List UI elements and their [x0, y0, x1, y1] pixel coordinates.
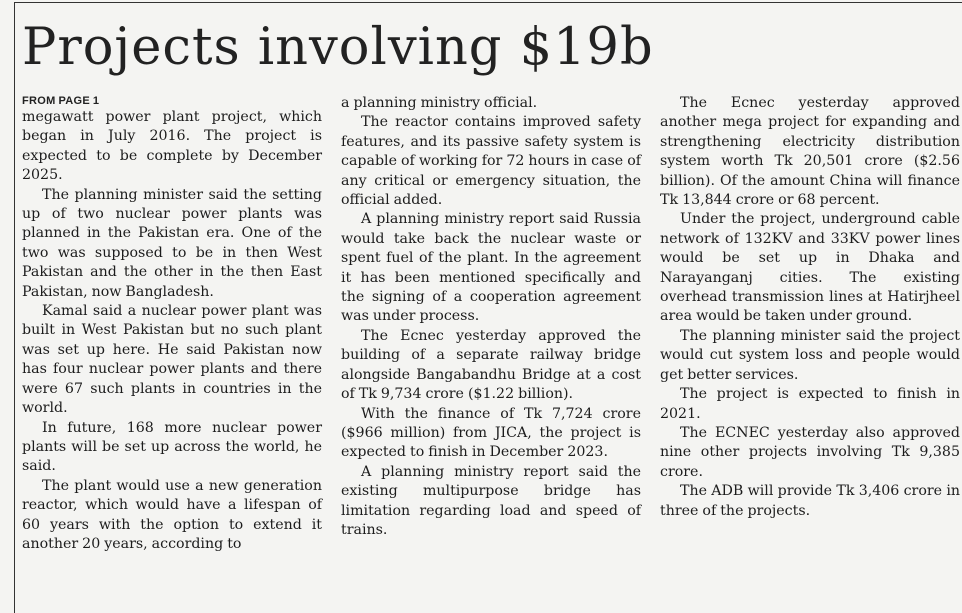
paragraph: Under the project, underground cable network of 132KV and 33KV power lines would be set up in Dhaka and Narayanganj cities. The existing overhead transmission lines at Hatirjheel area would be taken under ground.: [660, 211, 960, 325]
column-2: [341, 94, 641, 554]
column-3: [660, 94, 960, 554]
paragraph: The planning minister said the project would cut system loss and people would get better services.: [660, 327, 960, 383]
paragraph: A planning ministry report said Russia would take back the nuclear waste or spent fuel of the plant. In the agreement it has been mentioned specifically and the signing of a cooperation agreement was under process.: [341, 211, 641, 325]
column-1: [22, 94, 322, 554]
paragraph: In future, 168 more nuclear power plants will be set up across the world, he said.: [22, 419, 322, 475]
paragraph: The Ecnec yesterday approved another mega project for expanding and strengthening electricity distribution system worth Tk 20,501 crore ($2.56 billion). Of the amount China will finance Tk 13,844 crore or 68 percent.: [660, 95, 960, 209]
paragraph: The ECNEC yesterday also approved nine other projects involving Tk 9,385 crore.: [660, 424, 960, 480]
top-rule: [14, 2, 962, 3]
paragraph: The Ecnec yesterday approved the building of a separate railway bridge alongside Bangabandhu Bridge at a cost of Tk 9,734 crore ($1.22 billion).: [341, 327, 641, 403]
article-body: [22, 94, 960, 554]
paragraph: Kamal said a nuclear power plant was built in West Pakistan but no such plant was set up here. He said Pakistan now has four nuclear power plants and there were 67 such plants in countries in the world.: [22, 303, 322, 417]
headline: Projects involving $19b: [22, 18, 654, 77]
paragraph: megawatt power plant project, which began in July 2016. The project is expected to be complete by December 2025.: [22, 109, 322, 184]
paragraph: The planning minister said the setting up of two nuclear power plants was planned in the Pakistan era. One of the two was supposed to be in then West Pakistan and the other in the then East Pakistan, now Bangladesh.: [22, 186, 322, 300]
paragraph: a planning ministry official.: [341, 95, 538, 111]
paragraph: The ADB will provide Tk 3,406 crore in three of the projects.: [660, 483, 960, 519]
paragraph: With the finance of Tk 7,724 crore ($966 million) from JICA, the project is expected to finish in December 2023.: [341, 405, 641, 461]
paragraph: A planning ministry report said the existing multipurpose bridge has limitation regarding load and speed of trains.: [341, 463, 641, 538]
paragraph: The project is expected to finish in 2021.: [660, 386, 960, 422]
left-rule: [14, 2, 15, 613]
paragraph: The reactor contains improved safety features, and its passive safety system is capable of working for 72 hours in case of any critical or emergency situation, the official added.: [341, 114, 641, 209]
dateline: FROM PAGE 1: [22, 95, 100, 107]
paragraph: The plant would use a new generation reactor, which would have a lifespan of 60 years with the option to extend it another 20 years, according to: [22, 477, 322, 552]
